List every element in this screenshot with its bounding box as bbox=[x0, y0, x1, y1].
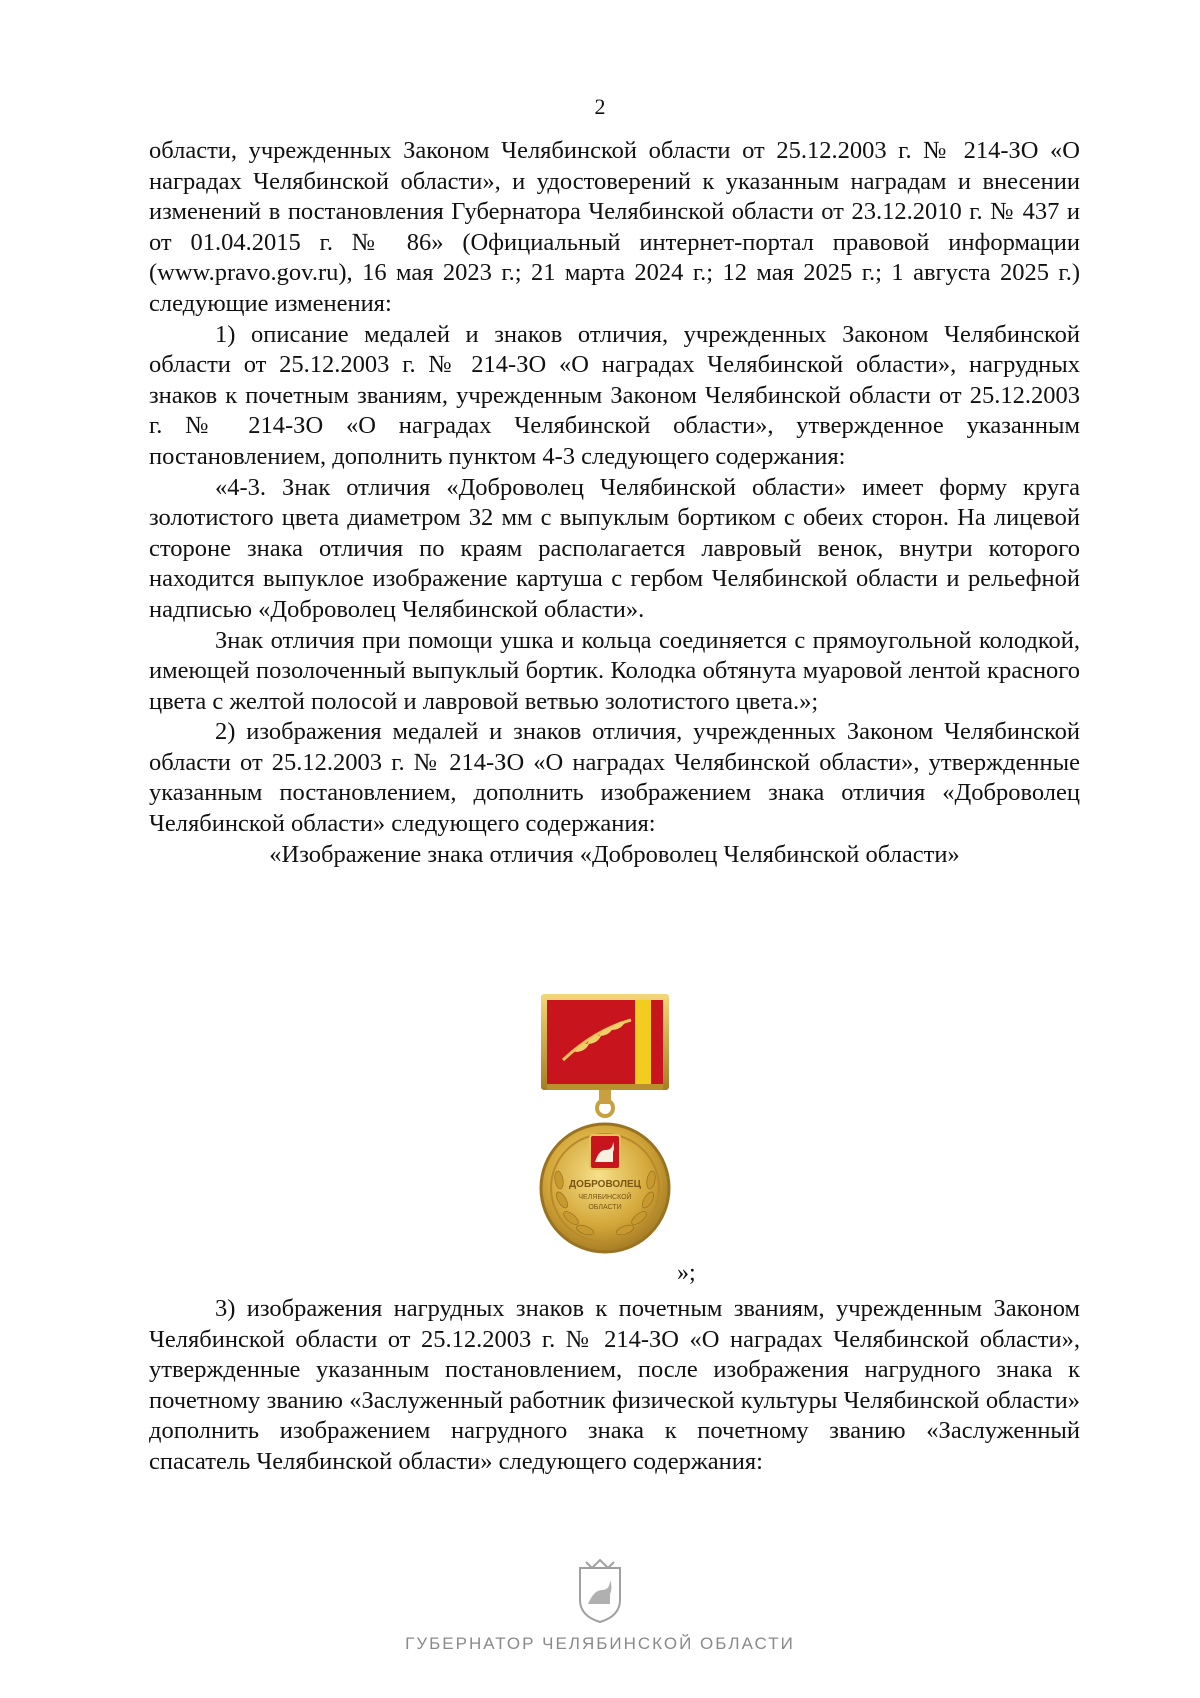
footer-governor-title: ГУБЕРНАТОР ЧЕЛЯБИНСКОЙ ОБЛАСТИ bbox=[405, 1634, 795, 1653]
medal-inscription-1: ДОБРОВОЛЕЦ bbox=[569, 1179, 641, 1190]
image-caption: «Изображение знака отличия «Доброволец Челябинской области» bbox=[269, 840, 960, 868]
page-number: 2 bbox=[594, 94, 606, 119]
paragraph: Знак отличия при помощи ушка и кольца соединяется с прямоугольной колодкой, имеющей позолоченный выпуклый бортик. Колодка обтянута муаровой лентой красного цвета с желтой полосой и лавровой ветвью золотистого цвета.»; bbox=[149, 626, 1080, 715]
ribbon-yellow-stripe bbox=[635, 1000, 651, 1084]
paragraph: области, учрежденных Законом Челябинской области от 25.12.2003 г. № 214-ЗО «О наградах Челябинской области», и удостоверений к указанным наградам и внесении изменений в постановления Губернатора Челябинской области от 23.12.2010 г. № 437 и от 01.04.2015 г. № 86» (Официальный интернет-портал правовой информации (www.pravo.gov.ru), 16 мая 2023 г.; 21 марта 2024 г.; 12 мая 2025 г.; 1 августа 2025 г.) следующие изменения: bbox=[149, 137, 1080, 317]
paragraph: 1) описание медалей и знаков отличия, учрежденных Законом Челябинской области от 25.12.2003 г. № 214-ЗО «О наградах Челябинской области», нагрудных знаков к почетным званиям, учрежденным Законом Челябинской области от 25.12.2003 г. № 214-ЗО «О наградах Челябинской области», утвержденное указанным постановлением, дополнить пунктом 4-3 следующего содержания: bbox=[149, 320, 1080, 470]
medal-image bbox=[535, 990, 675, 1262]
paragraph: 2) изображения медалей и знаков отличия, учрежденных Законом Челябинской области от 25.12.2003 г. № 214-ЗО «О наградах Челябинской области», утвержденные указанным постановлением, дополнить изображением знака отличия «Доброволец Челябинской области» следующего содержания: bbox=[149, 718, 1080, 838]
document-body-continued bbox=[149, 1294, 1080, 1478]
medal-inscription-3: ОБЛАСТИ bbox=[588, 1204, 622, 1211]
paragraph: «4-3. Знак отличия «Доброволец Челябинской области» имеет форму круга золотистого цвета диаметром 32 мм с выпуклым бортиком с обеих сторон. На лицевой стороне знака отличия по краям располагается лавровый венок, внутри которого находится выпуклое изображение картуша с гербом Челябинской области и рельефной надписью «Доброволец Челябинской области». bbox=[149, 473, 1080, 623]
coat-of-arms-emblem bbox=[572, 1558, 628, 1624]
medal-inscription-2: ЧЕЛЯБИНСКОЙ bbox=[578, 1194, 632, 1201]
document-body bbox=[149, 136, 1080, 870]
closing-quote: »; bbox=[677, 1260, 696, 1286]
paragraph: 3) изображения нагрудных знаков к почетным званиям, учрежденным Законом Челябинской области от 25.12.2003 г. № 214-ЗО «О наградах Челябинской области», утвержденные указанным постановлением, после изображения нагрудного знака к почетному званию «Заслуженный работник физической культуры Челябинской области» дополнить изображением нагрудного знака к почетному званию «Заслуженный спасатель Челябинской области» следующего содержания: bbox=[149, 1295, 1080, 1475]
